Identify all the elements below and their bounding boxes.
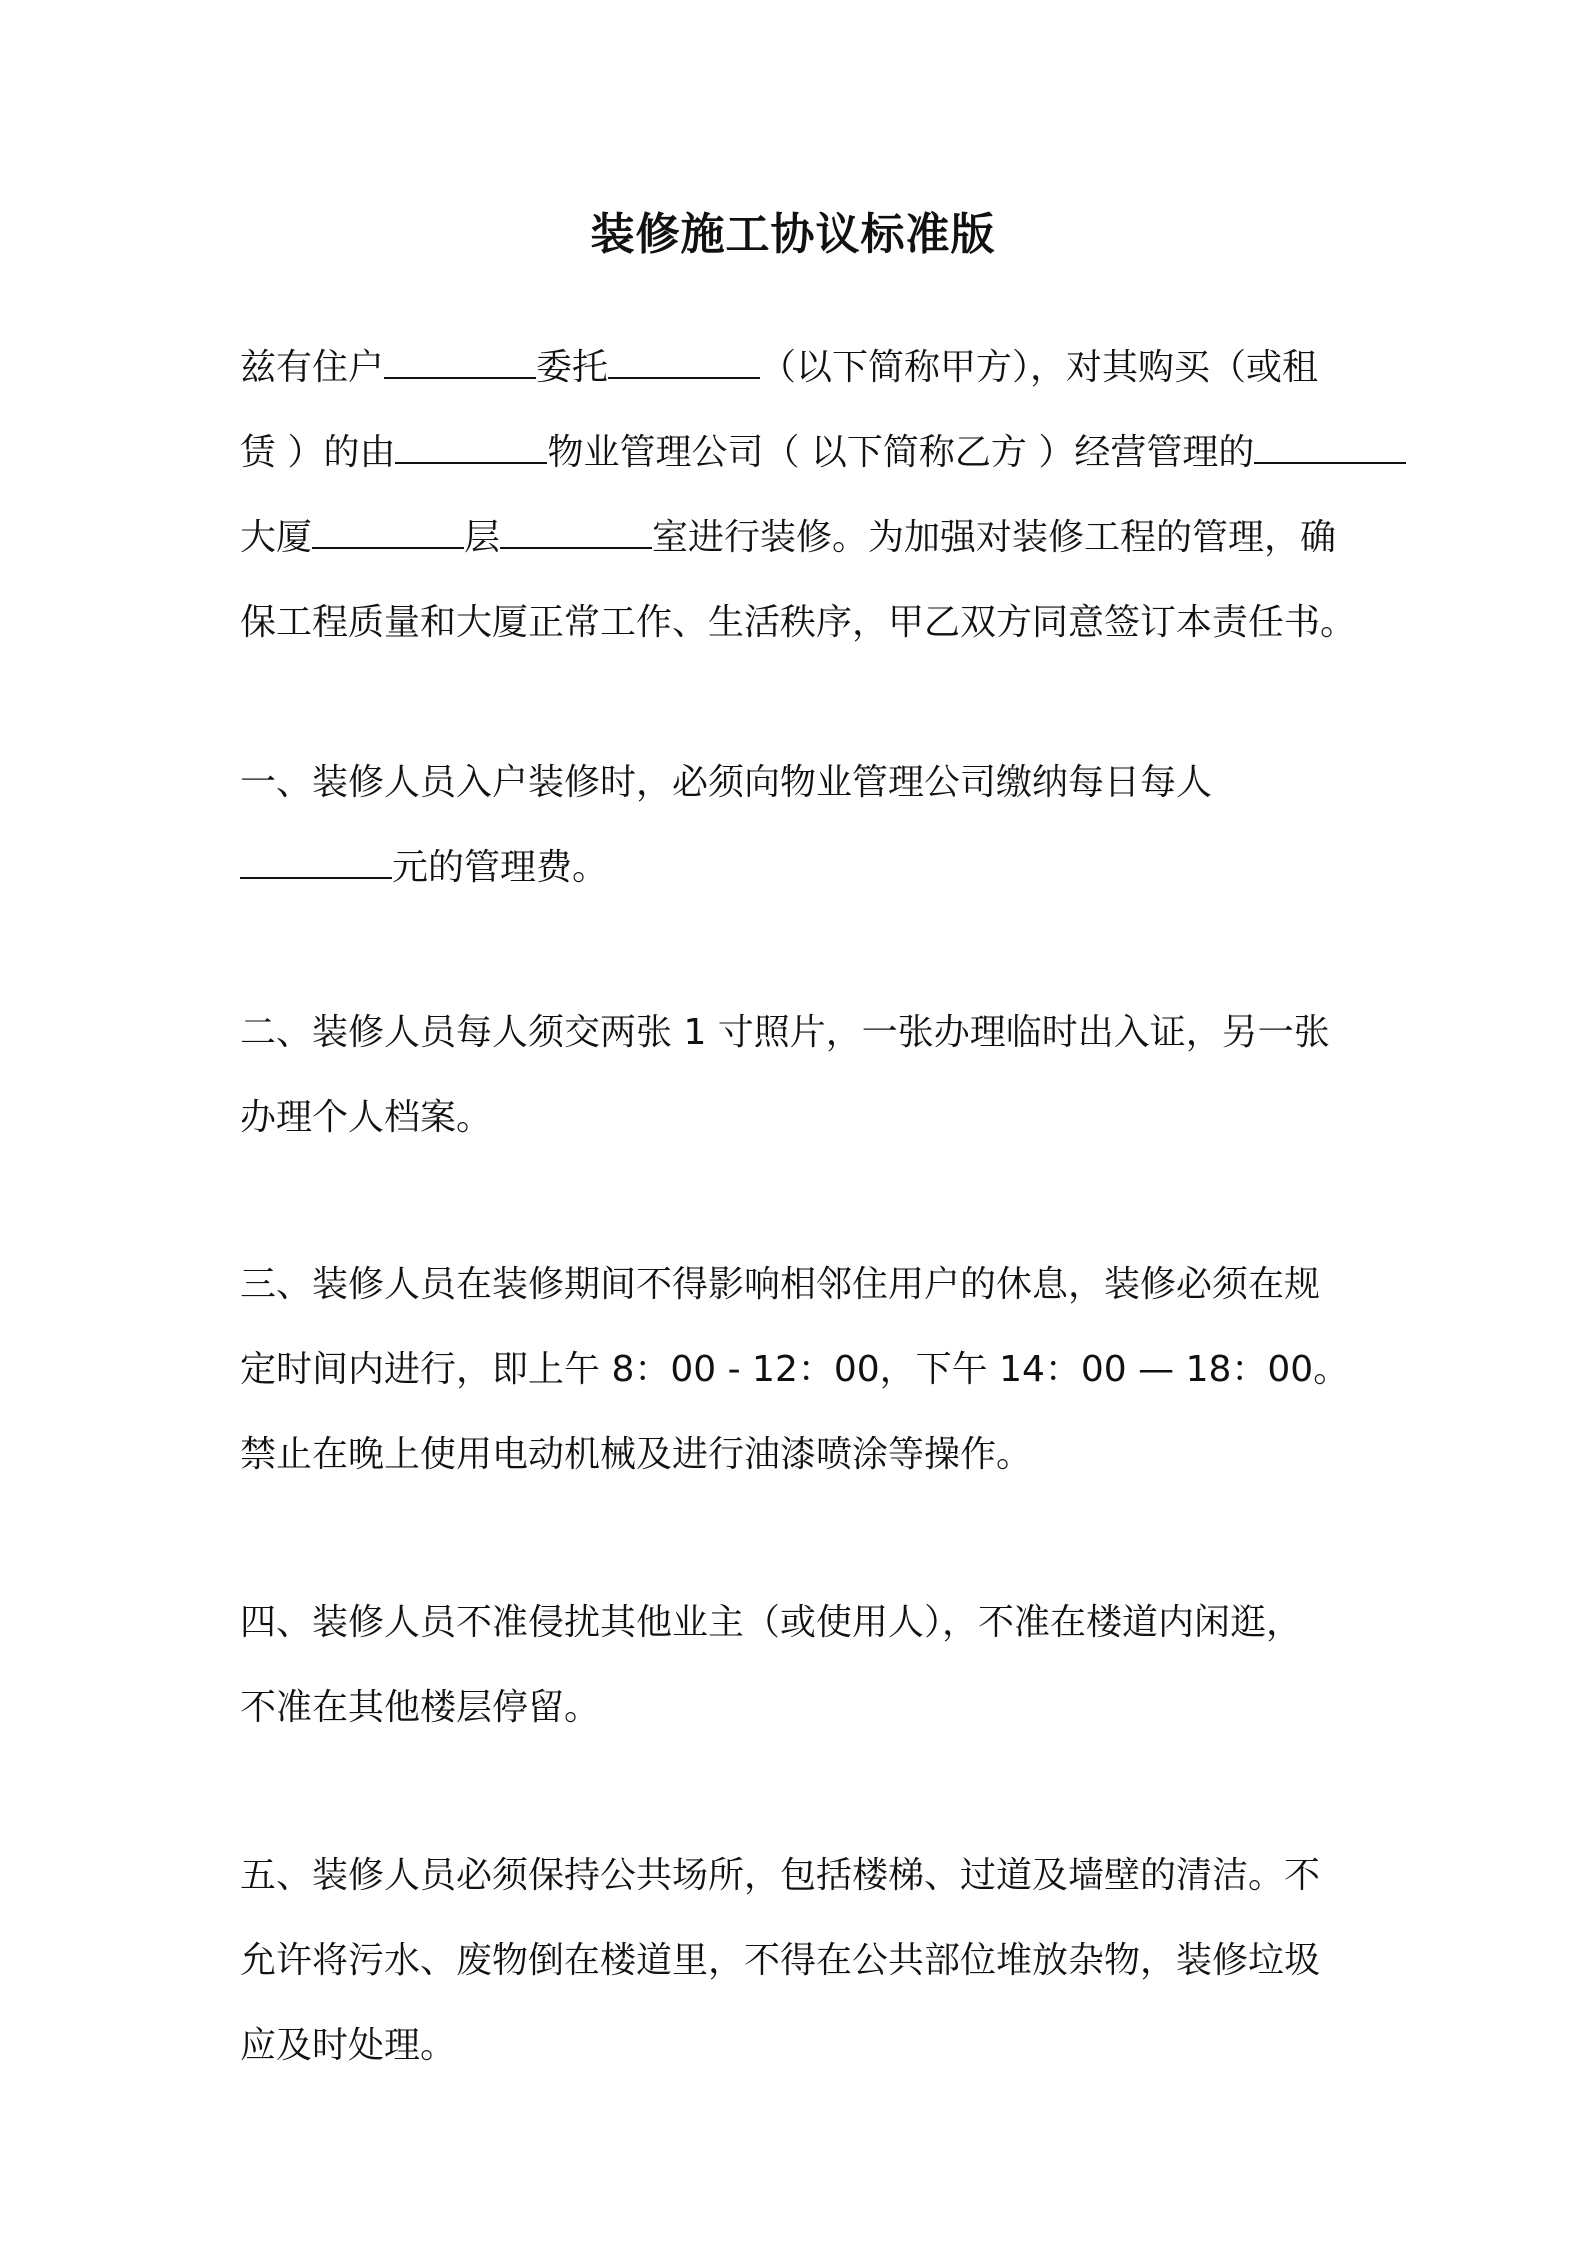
building-name-blank <box>1254 432 1406 464</box>
intro-text: （以下简称甲方），对其购买（或租 <box>760 347 1319 388</box>
agent-name-blank <box>608 347 760 379</box>
intro-text: 赁 ）的由 <box>240 432 396 473</box>
clause-5-line-3: 应及时处理。 <box>240 2025 457 2066</box>
floor-blank <box>312 517 464 549</box>
clause-text: 元的管理费。 <box>392 847 609 888</box>
clause-3-line-1: 三、装修人员在装修期间不得影响相邻住用户的休息，装修必须在规 <box>240 1264 1321 1305</box>
intro-text: 室进行装修。为加强对装修工程的管理，确 <box>652 517 1337 558</box>
intro-text: 兹有住户 <box>240 347 385 388</box>
room-blank <box>500 517 652 549</box>
clause-4-line-2: 不准在其他楼层停留。 <box>240 1687 601 1728</box>
intro-text: 委托 <box>536 347 609 388</box>
resident-name-blank <box>384 347 536 379</box>
clause-1-line-1: 一、装修人员入户装修时，必须向物业管理公司缴纳每日每人 <box>240 762 1213 803</box>
clause-2-line-2: 办理个人档案。 <box>240 1097 493 1138</box>
intro-line-1 <box>240 325 1360 410</box>
document-title: 装修施工协议标准版 <box>590 209 996 260</box>
clause-5-line-2: 允许将污水、废物倒在楼道里，不得在公共部位堆放杂物，装修垃圾 <box>240 1940 1321 1981</box>
clause-3-line-2: 定时间内进行，即上午 8：00 - 12：00，下午 14：00 — 18：00。 <box>240 1349 1350 1390</box>
intro-paragraph <box>240 325 1360 665</box>
intro-text: 层 <box>464 517 501 558</box>
clause-4 <box>240 1580 1360 1750</box>
property-company-blank <box>395 432 547 464</box>
clause-4-line-1: 四、装修人员不准侵扰其他业主（或使用人），不准在楼道内闲逛， <box>240 1602 1303 1643</box>
intro-line-2 <box>240 410 1360 495</box>
clause-2 <box>240 990 1360 1160</box>
intro-line-4: 保工程质量和大厦正常工作、生活秩序，甲乙双方同意签订本责任书。 <box>240 602 1357 643</box>
fee-amount-blank <box>240 847 392 879</box>
intro-text: 大厦 <box>240 517 313 558</box>
intro-text: 物业管理公司（ 以下简称乙方 ）经营管理的 <box>547 432 1255 473</box>
clause-1-line-2 <box>240 825 1360 910</box>
clause-1 <box>240 740 1360 910</box>
clause-3 <box>240 1242 1360 1497</box>
intro-line-3 <box>240 495 1360 580</box>
clause-5-line-1: 五、装修人员必须保持公共场所，包括楼梯、过道及墙壁的清洁。不 <box>240 1855 1321 1896</box>
clause-2-line-1: 二、装修人员每人须交两张 1 寸照片，一张办理临时出入证，另一张 <box>240 1012 1330 1053</box>
clause-3-line-3: 禁止在晚上使用电动机械及进行油漆喷涂等操作。 <box>240 1434 1033 1475</box>
clause-5 <box>240 1833 1360 2088</box>
